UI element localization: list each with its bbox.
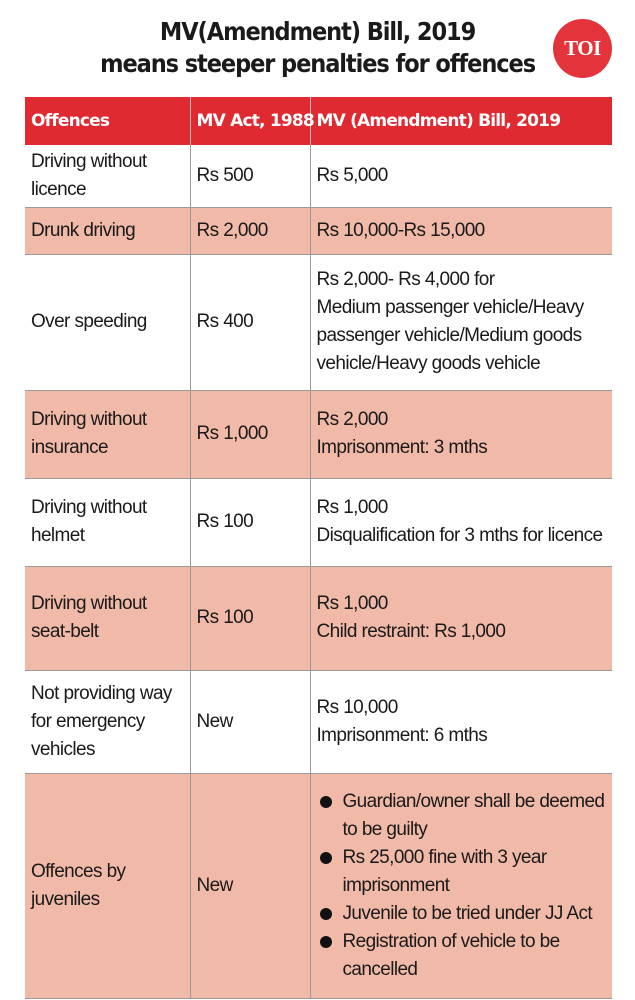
offence-line: for emergency xyxy=(31,710,145,732)
bullet-line: Guardian/owner shall be deemed xyxy=(342,790,605,812)
mv-act-1988-penalty: Rs 500 xyxy=(190,145,310,207)
penalties-table xyxy=(25,97,612,999)
penalty-line: Rs 1,000 xyxy=(316,593,388,614)
penalty-line: Rs 2,000- Rs 4,000 for xyxy=(316,269,495,290)
offence-line: Offences by xyxy=(31,860,126,882)
mv-bill-2019-penalty xyxy=(310,670,612,773)
offence-line: helmet xyxy=(31,525,85,546)
bullet-line: Registration of vehicle to be xyxy=(342,930,560,952)
penalty-line: Rs 5,000 xyxy=(316,164,388,186)
penalty-line: Rs 2,000 xyxy=(316,409,388,430)
bullet-line: Juvenile to be tried under JJ Act xyxy=(342,902,593,924)
bullet-line: Rs 25,000 fine with 3 year xyxy=(342,846,547,868)
offence-line: Over speeding xyxy=(31,311,147,332)
penalty-line: Child restraint: Rs 1,000 xyxy=(316,621,506,642)
penalty-line: vehicle/Heavy goods vehicle xyxy=(316,353,541,374)
penalty-line: Rs 10,000 xyxy=(316,696,398,718)
table-row xyxy=(25,145,612,207)
mv-act-1988-penalty: New xyxy=(190,773,310,998)
offence-line: Drunk driving xyxy=(31,219,136,241)
mv-bill-2019-penalty xyxy=(310,773,612,998)
bullet-line: to be guilty xyxy=(342,818,428,840)
column-header-offences: Offences xyxy=(25,97,190,145)
mv-act-1988-penalty: Rs 100 xyxy=(190,566,310,670)
offence-line: Driving without xyxy=(31,409,147,430)
mv-bill-2019-penalty xyxy=(310,254,612,390)
page-title xyxy=(32,16,604,80)
table-header-row xyxy=(25,97,612,145)
list-item xyxy=(317,788,609,844)
table-row xyxy=(25,670,612,773)
mv-bill-2019-penalty xyxy=(310,207,612,254)
mv-act-1988-penalty: Rs 100 xyxy=(190,478,310,566)
offence-line: vehicles xyxy=(31,738,95,760)
column-header-mv-act-1988: MV Act, 1988 xyxy=(190,97,310,145)
list-item xyxy=(317,844,609,900)
mv-bill-2019-penalty xyxy=(310,478,612,566)
list-item xyxy=(317,900,609,928)
mv-act-1988-penalty: Rs 400 xyxy=(190,254,310,390)
offence-cell xyxy=(25,478,190,566)
title-line-1: MV(Amendment) Bill, 2019 xyxy=(159,17,476,46)
list-item xyxy=(317,928,609,984)
offence-line: Driving without xyxy=(31,593,147,614)
offence-cell xyxy=(25,566,190,670)
table-row xyxy=(25,773,612,998)
column-header-mv-bill-2019: MV (Amendment) Bill, 2019 xyxy=(310,97,612,145)
offence-cell xyxy=(25,390,190,478)
offence-cell xyxy=(25,670,190,773)
table-row xyxy=(25,390,612,478)
penalty-line: Medium passenger vehicle/Heavy xyxy=(316,297,584,318)
offence-line: licence xyxy=(31,178,86,200)
bullet-line: cancelled xyxy=(342,958,418,980)
offence-line: Driving without xyxy=(31,497,147,518)
offence-line: juveniles xyxy=(31,888,100,910)
toi-logo: TOI xyxy=(553,19,612,78)
bullet-line: imprisonment xyxy=(342,874,450,896)
mv-act-1988-penalty: Rs 1,000 xyxy=(190,390,310,478)
table-row xyxy=(25,478,612,566)
offence-line: Driving without xyxy=(31,150,147,172)
mv-bill-2019-penalty xyxy=(310,566,612,670)
mv-act-1988-penalty: Rs 2,000 xyxy=(190,207,310,254)
offence-line: seat-belt xyxy=(31,621,99,642)
juvenile-provisions-list xyxy=(317,788,609,984)
title-line-2: means steeper penalties for offences xyxy=(100,49,536,78)
penalty-line: Imprisonment: 3 mths xyxy=(316,437,488,458)
offence-cell xyxy=(25,207,190,254)
penalty-line: Disqualification for 3 mths for licence xyxy=(316,525,603,546)
mv-act-1988-penalty: New xyxy=(190,670,310,773)
mv-bill-2019-penalty xyxy=(310,145,612,207)
table-row xyxy=(25,254,612,390)
penalty-line: Rs 1,000 xyxy=(316,497,388,518)
offence-cell xyxy=(25,145,190,207)
penalty-line: Rs 10,000-Rs 15,000 xyxy=(316,219,485,241)
offence-line: insurance xyxy=(31,437,108,458)
offence-cell xyxy=(25,773,190,998)
penalty-line: passenger vehicle/Medium goods xyxy=(316,325,582,346)
table-row xyxy=(25,207,612,254)
mv-bill-2019-penalty xyxy=(310,390,612,478)
infographic-header xyxy=(0,0,635,95)
table-row xyxy=(25,566,612,670)
offence-cell xyxy=(25,254,190,390)
penalty-line: Imprisonment: 6 mths xyxy=(316,724,488,746)
offence-line: Not providing way xyxy=(31,682,172,704)
